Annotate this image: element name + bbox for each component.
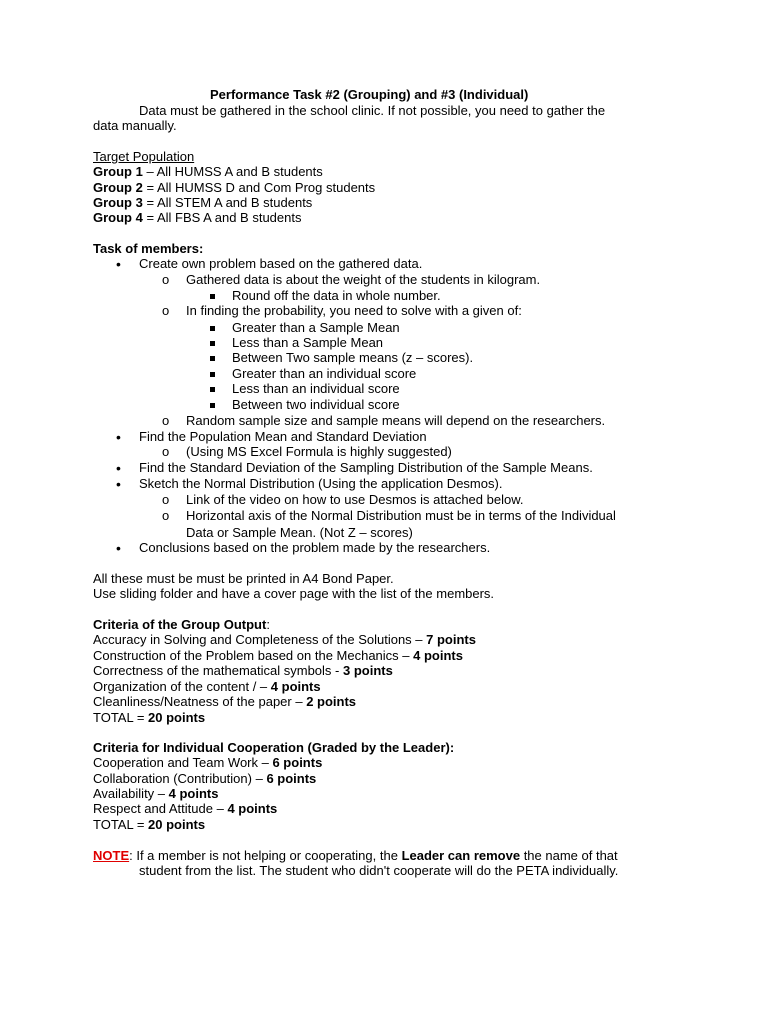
task-2: Find the Population Mean and Standard Deviation xyxy=(139,429,427,444)
group-text: = All FBS A and B students xyxy=(142,210,302,225)
group-text: = All HUMSS D and Com Prog students xyxy=(142,180,376,195)
criteria-points: 4 points xyxy=(270,679,321,694)
criteria-total xyxy=(93,817,205,833)
circle-bullet-icon: o xyxy=(162,303,170,318)
group-criteria-heading: Criteria of the Group Output xyxy=(93,617,267,632)
circle-bullet-icon: o xyxy=(162,444,170,459)
square-bullet-icon xyxy=(210,396,215,412)
criteria-total xyxy=(93,710,205,726)
criteria-text: Construction of the Problem based on the Mechanics – xyxy=(93,648,414,663)
criteria-text: Respect and Attitude – xyxy=(93,801,228,816)
total-points: 20 points xyxy=(148,817,206,832)
criteria-points: 4 points xyxy=(227,801,278,816)
target-population-heading: Target Population xyxy=(93,149,195,164)
criteria-item xyxy=(93,663,393,679)
total-label: TOTAL = xyxy=(93,710,149,725)
intro-line-2: data manually. xyxy=(93,118,177,133)
task-1b-item: Between two individual score xyxy=(232,397,400,412)
criteria-item xyxy=(93,694,356,710)
note-line-1 xyxy=(93,848,618,864)
circle-bullet-icon: o xyxy=(162,413,170,428)
bullet-icon: • xyxy=(116,429,121,445)
criteria-points: 3 points xyxy=(342,663,393,678)
criteria-text: Organization of the content / – xyxy=(93,679,271,694)
heading-colon: : xyxy=(266,617,270,632)
group-text: – All HUMSS A and B students xyxy=(142,164,323,179)
task-1b-item: Less than an individual score xyxy=(232,381,400,396)
bullet-icon: • xyxy=(116,460,121,476)
total-label: TOTAL = xyxy=(93,817,149,832)
circle-bullet-icon: o xyxy=(162,508,170,523)
criteria-item xyxy=(93,786,218,802)
criteria-points: 7 points xyxy=(426,632,476,647)
task-1c: Random sample size and sample means will depend on the researchers. xyxy=(186,413,606,428)
note-text: : If a member is not helping or cooperating, the xyxy=(129,848,402,863)
criteria-text: Correctness of the mathematical symbols - xyxy=(93,663,343,678)
bullet-icon: • xyxy=(116,256,121,272)
square-bullet-icon xyxy=(210,287,215,303)
criteria-points: 6 points xyxy=(266,771,317,786)
task-5: Conclusions based on the problem made by the researchers. xyxy=(139,540,491,555)
criteria-text: Cleanliness/Neatness of the paper – xyxy=(93,694,307,709)
square-bullet-icon xyxy=(210,349,215,365)
group-4-line xyxy=(93,210,301,226)
circle-bullet-icon: o xyxy=(162,272,170,287)
document-title: Performance Task #2 (Grouping) and #3 (Individual) xyxy=(210,87,529,102)
task-1: Create own problem based on the gathered data. xyxy=(139,256,423,271)
group-label: Group 2 xyxy=(93,180,143,195)
bullet-icon: • xyxy=(116,540,121,556)
group-3-line xyxy=(93,195,312,211)
group-text: = All STEM A and B students xyxy=(142,195,313,210)
square-bullet-icon xyxy=(210,319,215,335)
note-label: NOTE xyxy=(93,848,130,863)
group-1-line xyxy=(93,164,323,180)
task-1a1: Round off the data in whole number. xyxy=(232,288,441,303)
task-1b-item: Less than a Sample Mean xyxy=(232,335,384,350)
criteria-item xyxy=(93,755,322,771)
group-label: Group 3 xyxy=(93,195,143,210)
task-3: Find the Standard Deviation of the Sampling Distribution of the Sample Means. xyxy=(139,460,593,475)
criteria-text: Collaboration (Contribution) – xyxy=(93,771,267,786)
criteria-points: 4 points xyxy=(413,648,463,663)
task-1a: Gathered data is about the weight of the students in kilogram. xyxy=(186,272,541,287)
criteria-item xyxy=(93,632,476,648)
criteria-text: Cooperation and Team Work – xyxy=(93,755,273,770)
task-4b-line-2: Data or Sample Mean. (Not Z – scores) xyxy=(186,525,413,540)
task-2a: (Using MS Excel Formula is highly suggested) xyxy=(186,444,452,459)
criteria-text: Accuracy in Solving and Completeness of the Solutions – xyxy=(93,632,427,647)
task-1b-item: Between Two sample means (z – scores). xyxy=(232,350,474,365)
task-1b-item: Greater than a Sample Mean xyxy=(232,320,400,335)
note-bold: Leader can remove xyxy=(401,848,521,863)
criteria-item xyxy=(93,679,321,695)
task-4b-line-1: Horizontal axis of the Normal Distribution must be in terms of the Individual xyxy=(186,508,616,523)
task-4a: Link of the video on how to use Desmos is attached below. xyxy=(186,492,524,507)
criteria-points: 2 points xyxy=(306,694,357,709)
notes-line-1: All these must be must be printed in A4 Bond Paper. xyxy=(93,571,394,586)
task-4: Sketch the Normal Distribution (Using the application Desmos). xyxy=(139,476,503,491)
task-1b-item: Greater than an individual score xyxy=(232,366,417,381)
group-label: Group 1 xyxy=(93,164,143,179)
criteria-item xyxy=(93,801,277,817)
criteria-item xyxy=(93,648,463,664)
group-criteria-heading-line xyxy=(93,617,270,633)
bullet-icon: • xyxy=(116,476,121,492)
square-bullet-icon xyxy=(210,380,215,396)
circle-bullet-icon: o xyxy=(162,492,170,507)
task-1b: In finding the probability, you need to solve with a given of: xyxy=(186,303,522,318)
square-bullet-icon xyxy=(210,334,215,350)
note-text: the name of that xyxy=(520,848,618,863)
group-2-line xyxy=(93,180,375,196)
note-line-2: student from the list. The student who didn't cooperate will do the PETA individually. xyxy=(139,863,619,878)
square-bullet-icon xyxy=(210,365,215,381)
total-points: 20 points xyxy=(148,710,206,725)
criteria-points: 6 points xyxy=(272,755,323,770)
criteria-points: 4 points xyxy=(168,786,219,801)
individual-criteria-heading: Criteria for Individual Cooperation (Graded by the Leader): xyxy=(93,740,455,755)
notes-line-2: Use sliding folder and have a cover page with the list of the members. xyxy=(93,586,495,601)
group-label: Group 4 xyxy=(93,210,143,225)
intro-line-1: Data must be gathered in the school clinic. If not possible, you need to gather the xyxy=(139,103,606,118)
criteria-item xyxy=(93,771,316,787)
tasks-heading: Task of members: xyxy=(93,241,204,256)
criteria-text: Availability – xyxy=(93,786,169,801)
